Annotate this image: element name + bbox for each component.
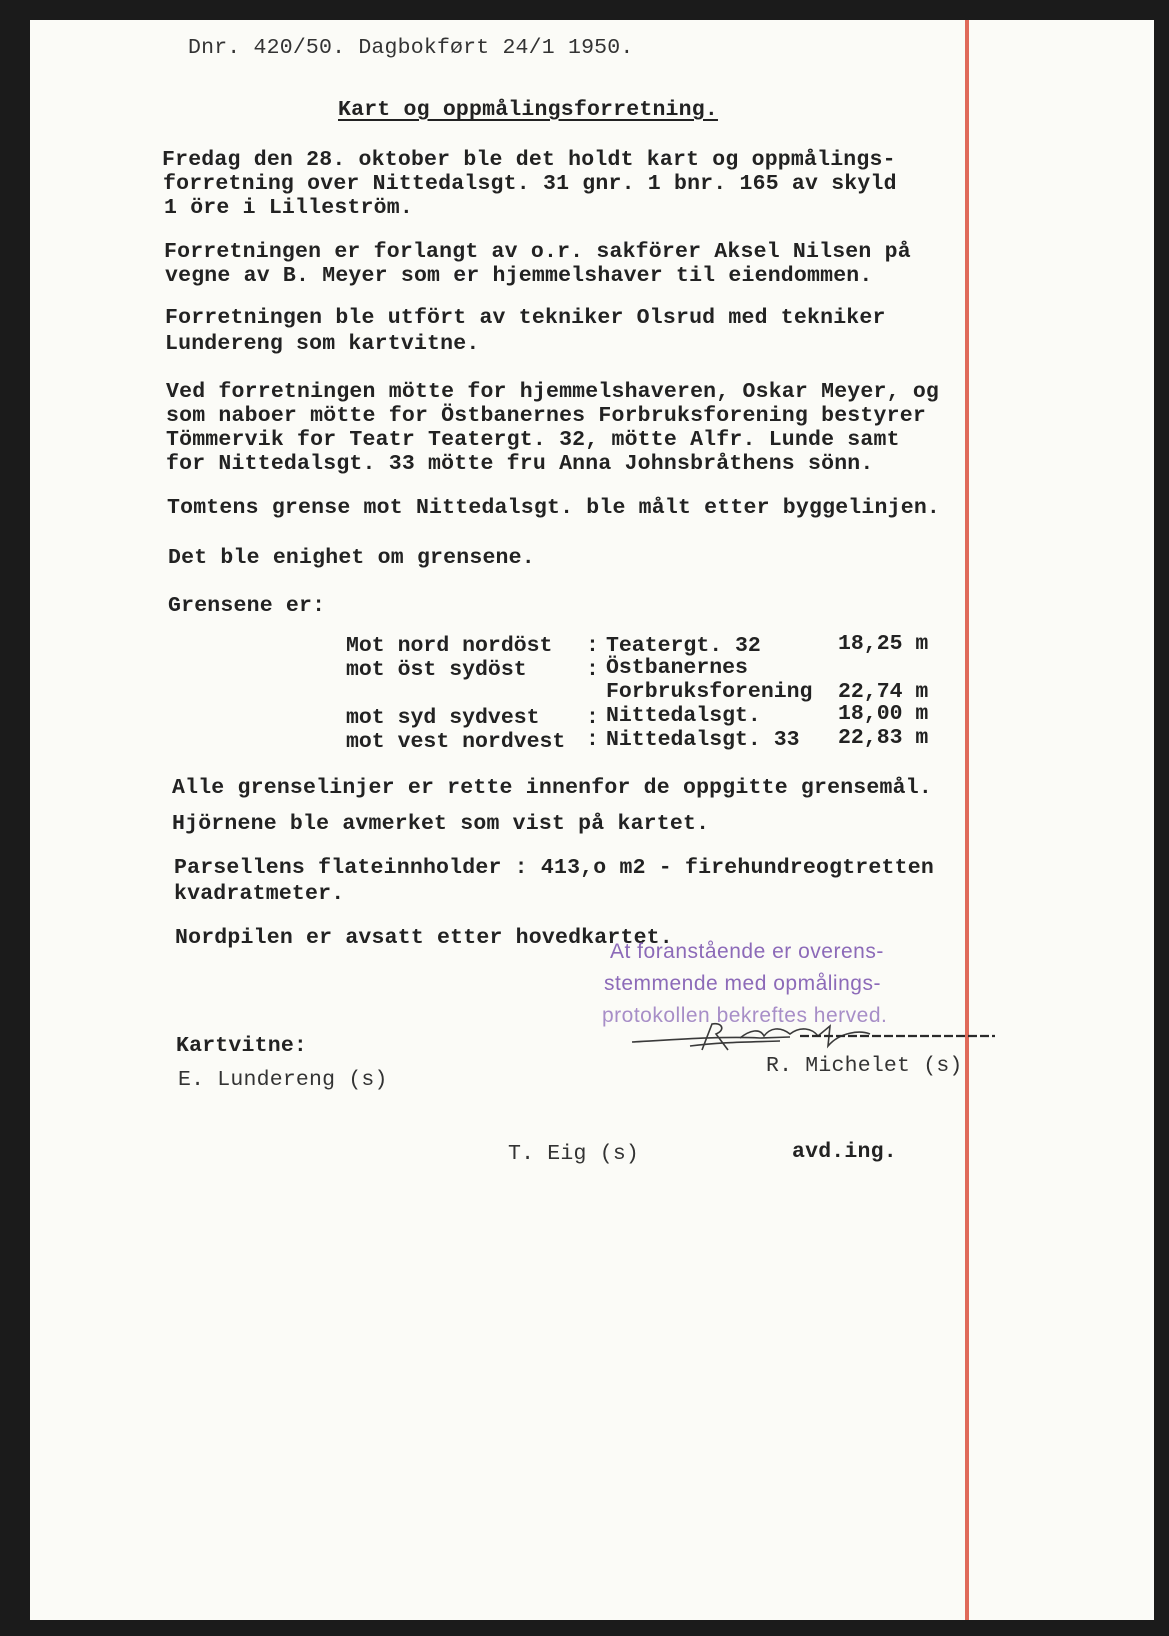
paragraph-line: Parsellens flateinnholder : 413,o m2 - firehundreogtretten	[174, 856, 934, 880]
boundary-neighbor: Nittedalsgt.	[606, 704, 761, 728]
boundary-length: 22,74 m	[838, 680, 929, 704]
boundary-separator: :	[586, 728, 599, 752]
paragraph-line: Forretningen ble utfört av tekniker Olsrud med tekniker	[165, 306, 886, 330]
paragraph-line: Alle grenselinjer er rette innenfor de oppgitte grensemål.	[172, 776, 932, 800]
witness-name: E. Lundereng (s)	[178, 1068, 388, 1092]
boundary-length: 18,25 m	[838, 632, 929, 656]
paragraph-line: Lundereng som kartvitne.	[165, 332, 480, 356]
boundary-direction: Mot nord nordöst	[346, 634, 553, 658]
signer-name: R. Michelet (s)	[766, 1054, 963, 1078]
boundary-neighbor: Östbanernes	[606, 656, 748, 680]
paragraph-line: for Nittedalsgt. 33 mötte fru Anna Johnsbråthens sönn.	[166, 452, 874, 476]
paragraph-line: Det ble enighet om grensene.	[168, 546, 535, 570]
paragraph-line: Tömmervik for Teatr Teatergt. 32, mötte Alfr. Lunde samt	[166, 428, 900, 452]
boundary-separator: :	[586, 706, 599, 730]
paragraph-line: som naboer mötte for Östbanernes Forbruksforening bestyrer	[166, 404, 926, 428]
boundary-direction: mot vest nordvest	[346, 730, 566, 754]
stamp-line: protokollen bekreftes herved.	[602, 1004, 888, 1027]
stamp-line: stemmende med opmålings-	[604, 972, 881, 995]
boundary-separator: :	[586, 658, 599, 682]
boundary-neighbor: Forbruksforening	[606, 680, 813, 704]
paragraph-line: Hjörnene ble avmerket som vist på kartet.	[172, 812, 710, 836]
document-title: Kart og oppmålingsforretning.	[338, 98, 718, 122]
boundary-direction: mot syd sydvest	[346, 706, 540, 730]
boundary-separator: :	[586, 634, 599, 658]
boundary-neighbor: Nittedalsgt. 33	[606, 728, 800, 752]
paragraph-line: Ved forretningen mötte for hjemmelshaveren, Oskar Meyer, og	[166, 380, 940, 404]
boundary-neighbor: Teatergt. 32	[606, 634, 761, 658]
stamp-line: At foranstående er overens-	[610, 940, 884, 963]
paragraph-line: forretning over Nittedalsgt. 31 gnr. 1 bnr. 165 av skyld	[163, 172, 897, 196]
witness-label: Kartvitne:	[176, 1034, 308, 1058]
paragraph-line: vegne av B. Meyer som er hjemmelshaver til eiendommen.	[165, 264, 873, 288]
paragraph-line: 1 öre i Lilleström.	[164, 196, 413, 220]
paragraph-line: kvadratmeter.	[174, 882, 345, 906]
boundary-direction: mot öst sydöst	[346, 658, 527, 682]
paragraph-line: Fredag den 28. oktober ble det holdt kart og oppmålings-	[162, 148, 896, 172]
paragraph-line: Nordpilen er avsatt etter hovedkartet.	[175, 926, 673, 950]
red-margin-line	[965, 20, 969, 1620]
paragraph-line: Grensene er:	[168, 594, 326, 618]
journal-line: Dnr. 420/50. Dagbokført 24/1 1950.	[188, 36, 634, 60]
boundary-length: 22,83 m	[838, 726, 929, 750]
engineer-name: T. Eig (s)	[508, 1142, 640, 1166]
boundary-length: 18,00 m	[838, 702, 929, 726]
engineer-title: avd.ing.	[792, 1140, 897, 1164]
paragraph-line: Forretningen er forlangt av o.r. sakförer Aksel Nilsen på	[164, 240, 911, 264]
paragraph-line: Tomtens grense mot Nittedalsgt. ble målt etter byggelinjen.	[167, 496, 941, 520]
